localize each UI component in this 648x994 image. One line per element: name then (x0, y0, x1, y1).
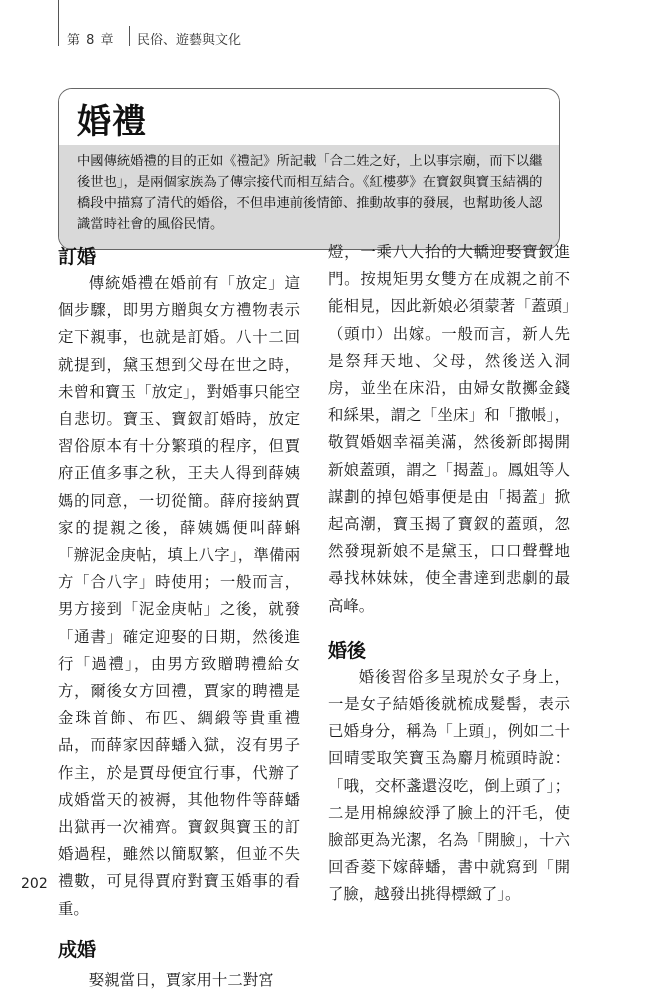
after-heading: 婚後 (328, 639, 367, 662)
after-paragraph: 婚後習俗多呈現於女子身上，一是女子結婚後就梳成髮髻，表示已婚身分，稱為「上頭」，例如二十回晴雯取笑寶玉為麝月梳頭時說：「哦，交杯盞還沒吃，倒上頭了」；二是用棉線絞淨了臉上的汗毛，使臉部更為光潔，名為「開臉」，十六回香菱下嫁薛蟠，書中就寫到「開了臉，越發出挑得標緻了」。 (328, 667, 570, 904)
intro-box (58, 88, 560, 250)
wedding-paragraph-start: 娶親當日，賈家用十二對宮 (88, 970, 274, 989)
header-divider (129, 26, 130, 46)
running-header (58, 0, 359, 46)
left-column (58, 240, 300, 994)
wedding-paragraph-continued: 燈，一乘八人抬的大轎迎娶寶釵進門。按規矩男女雙方在成親之前不能相見，因此新娘必須蒙著「蓋頭」（頭巾）出嫁。一般而言，新人先是祭拜天地、父母，然後送入洞房，並坐在床沿，由婦女散擲金錢和綵果，謂之「坐床」和「撒帳」，敬賀婚姻幸福美滿，然後新郎揭開新娘蓋頭，謂之「揭蓋」。鳳姐等人謀劃的掉包婚事便是由「揭蓋」掀起高潮，寶玉揭了寶釵的蓋頭，忽然發現新娘不是黛玉，口口聲聲地尋找林妹妹，使全書達到悲劇的最高峰。 (328, 243, 570, 615)
engagement-paragraph: 傳統婚禮在婚前有「放定」這個步驟，即男方贈與女方禮物表示定下親事，也就是訂婚。八十二回就提到，黛玉想到父母在世之時，未曾和寶玉「放定」，對婚事只能空自悲切。寶玉、寶釵訂婚時，放定習俗原本有十分繁瑣的程序，但賈府正值多事之秋，王夫人得到薛姨媽的同意，一切從簡。薛府接納賈家的提親之後，薛姨媽便叫薛蝌「辦泥金庚帖，填上八字」，準備兩方「合八字」時使用；一般而言，男方接到「泥金庚帖」之後，就發「通書」確定迎娶的日期，然後進行「過禮」，由男方致贈聘禮給女方，爾後女方回禮，賈家的聘禮是金珠首飾、布匹、綢緞等貴重禮品，而薛家因薛蟠入獄，沒有男子作主，於是賈母便宜行事，代辦了成婚當天的被褥，其他物件等薛蟠出獄再一次補齊。寶釵與寶玉的訂婚過程，雖然以簡馭繁，但並不失禮數，可見得賈府對寶玉婚事的看重。 (58, 274, 300, 918)
page-title: 婚禮 (77, 102, 147, 142)
engagement-heading: 訂婚 (58, 246, 97, 268)
right-column (328, 240, 570, 909)
wedding-heading: 成婚 (58, 938, 97, 961)
chapter-title: 民俗、遊藝與文化 (137, 33, 242, 48)
intro-summary: 中國傳統婚禮的目的正如《禮記》所記載「合二姓之好，上以事宗廟，而下以繼後世也」，是兩個家族為了傳宗接代而相互結合。《紅樓夢》在寶釵與寶玉結禑的橋段中描寫了清代的婚俗，不但串連前後情節、推動故事的發展，也幫助後人認識當時社會的風俗民情。 (59, 145, 559, 249)
chapter-label: 第 8 章 (67, 33, 115, 48)
page-number: 202 (21, 876, 48, 892)
intro-box-header (59, 89, 559, 145)
